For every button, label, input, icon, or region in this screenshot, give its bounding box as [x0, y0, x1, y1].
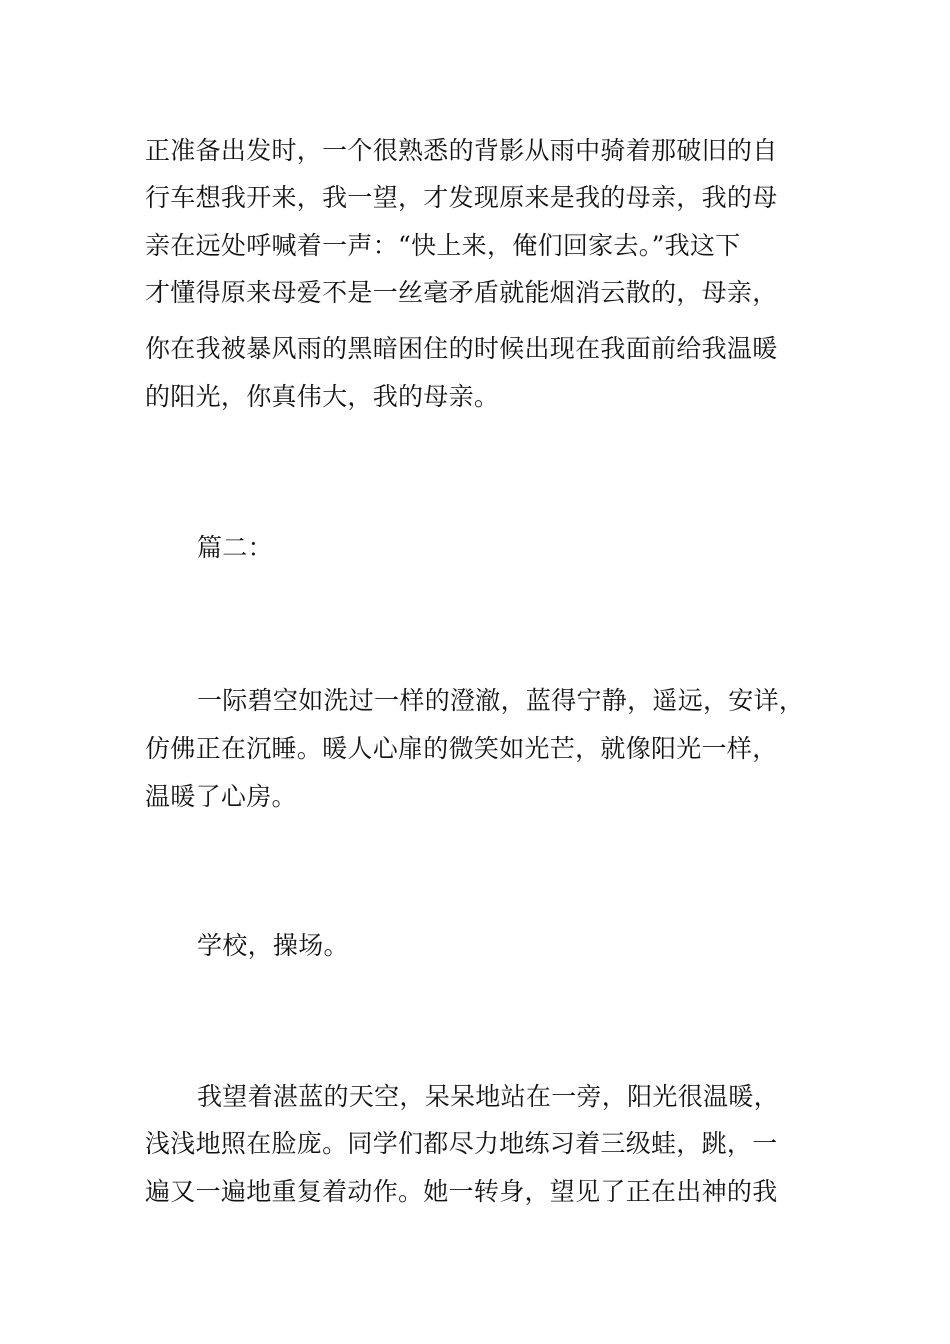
- paragraph4-line: 遍又一遍地重复着动作。她一转身，望见了正在出神的我: [145, 1177, 778, 1206]
- paragraph1-line: 你在我被暴风雨的黑暗困住的时候出现在我面前给我温暖: [145, 334, 778, 363]
- section-heading: 篇二：: [197, 533, 273, 562]
- paragraph2-line: 一际碧空如洗过一样的澄澈，蓝得宁静，遥远，安详，: [197, 686, 805, 715]
- paragraph1-line: 亲在远处呼喊着一声：“快上来，俺们回家去。”我这下: [145, 231, 741, 260]
- paragraph1-line: 才懂得原来母爱不是一丝毫矛盾就能烟消云散的，母亲，: [145, 278, 778, 307]
- paragraph2-line: 温暖了心房。: [145, 782, 297, 811]
- paragraph4-line: 浅浅地照在脸庞。同学们都尽力地练习着三级蛙，跳，一: [145, 1129, 778, 1158]
- paragraph1-line: 的阳光，你真伟大，我的母亲。: [145, 382, 500, 411]
- paragraph4-line: 我望着湛蓝的天空，呆呆地站在一旁，阳光很温暖，: [197, 1082, 779, 1111]
- paragraph1-line: 行车想我开来，我一望，才发现原来是我的母亲，我的母: [145, 183, 778, 212]
- paragraph1-line: 正准备出发时，一个很熟悉的背影从雨中骑着那破旧的自: [145, 136, 778, 165]
- paragraph2-line: 仿佛正在沉睡。暖人心扉的微笑如光芒，就像阳光一样，: [145, 734, 778, 763]
- paragraph3-line: 学校，操场。: [197, 931, 349, 960]
